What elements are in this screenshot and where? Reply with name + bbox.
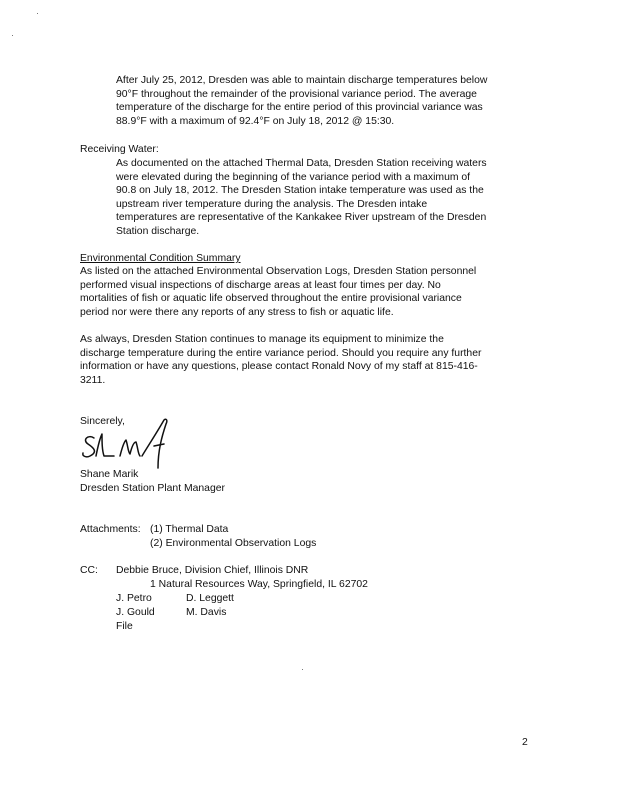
signer-title: Dresden Station Plant Manager xyxy=(80,483,225,494)
handwritten-signature xyxy=(80,416,180,472)
cc-address-line: 1 Natural Resources Way, Springfield, IL 62702 xyxy=(150,579,368,590)
closing-paragraph xyxy=(80,333,481,387)
paragraph-line: information or have any questions, please contact Ronald Novy of my staff at 815-416- xyxy=(80,361,478,373)
paragraph-line: period nor were there any reports of any stress to fish or aquatic life. xyxy=(80,306,394,318)
signer-name: Shane Marik xyxy=(80,469,139,480)
paragraph-line: 88.9°F with a maximum of 92.4°F on July 18, 2012 @ 15:30. xyxy=(116,115,395,127)
paragraph-line: discharge temperature during the entire variance period. Should you require any further xyxy=(80,347,482,359)
salutation: Sincerely, xyxy=(80,416,125,427)
attachment-item: (1) Thermal Data xyxy=(150,524,229,535)
paragraph-line: 3211. xyxy=(80,374,106,386)
discharge-temperature-paragraph xyxy=(116,74,487,128)
paragraph-line: upstream river temperature during the analysis. The Dresden intake xyxy=(116,198,428,210)
scan-speck xyxy=(12,35,13,36)
paragraph-line: mortalities of fish or aquatic life observed throughout the entire provisional variance xyxy=(80,293,462,305)
cc-name: M. Davis xyxy=(186,607,227,618)
cc-name: J. Petro xyxy=(116,593,152,604)
scan-speck xyxy=(302,669,303,670)
cc-name: D. Leggett xyxy=(186,593,234,604)
page-number: 2 xyxy=(522,737,528,748)
paragraph-line: After July 25, 2012, Dresden was able to maintain discharge temperatures below xyxy=(116,75,488,86)
paragraph-line: performed visual inspections of discharge areas at least four times per day. No xyxy=(80,279,441,291)
paragraph-line: As listed on the attached Environmental Observation Logs, Dresden Station personnel xyxy=(80,266,477,277)
environmental-summary-paragraph xyxy=(80,265,476,319)
cc-name: J. Gould xyxy=(116,607,155,618)
paragraph-line: As always, Dresden Station continues to manage its equipment to minimize the xyxy=(80,334,444,345)
paragraph-line: temperatures are representative of the Kankakee River upstream of the Dresden xyxy=(116,212,487,224)
attachment-item: (2) Environmental Observation Logs xyxy=(150,538,317,549)
paragraph-line: 90.8 on July 18, 2012. The Dresden Station intake temperature was used as the xyxy=(116,185,484,197)
scan-speck xyxy=(37,13,38,14)
paragraph-line: As documented on the attached Thermal Data, Dresden Station receiving waters xyxy=(116,158,487,169)
attachments-label: Attachments: xyxy=(80,524,141,535)
paragraph-line: Station discharge. xyxy=(116,225,200,237)
receiving-water-paragraph xyxy=(116,157,487,239)
environmental-summary-heading: Environmental Condition Summary xyxy=(80,253,241,264)
paragraph-line: 90°F throughout the remainder of the provisional variance period. The average xyxy=(116,88,477,100)
paragraph-line: were elevated during the beginning of the variance period with a maximum of xyxy=(116,171,471,183)
cc-name: File xyxy=(116,621,133,632)
paragraph-line: temperature of the discharge for the entire period of this provincial variance was xyxy=(116,102,483,114)
receiving-water-heading: Receiving Water: xyxy=(80,144,159,155)
cc-label: CC: xyxy=(80,565,98,576)
cc-recipient-line: Debbie Bruce, Division Chief, Illinois DNR xyxy=(116,565,309,576)
